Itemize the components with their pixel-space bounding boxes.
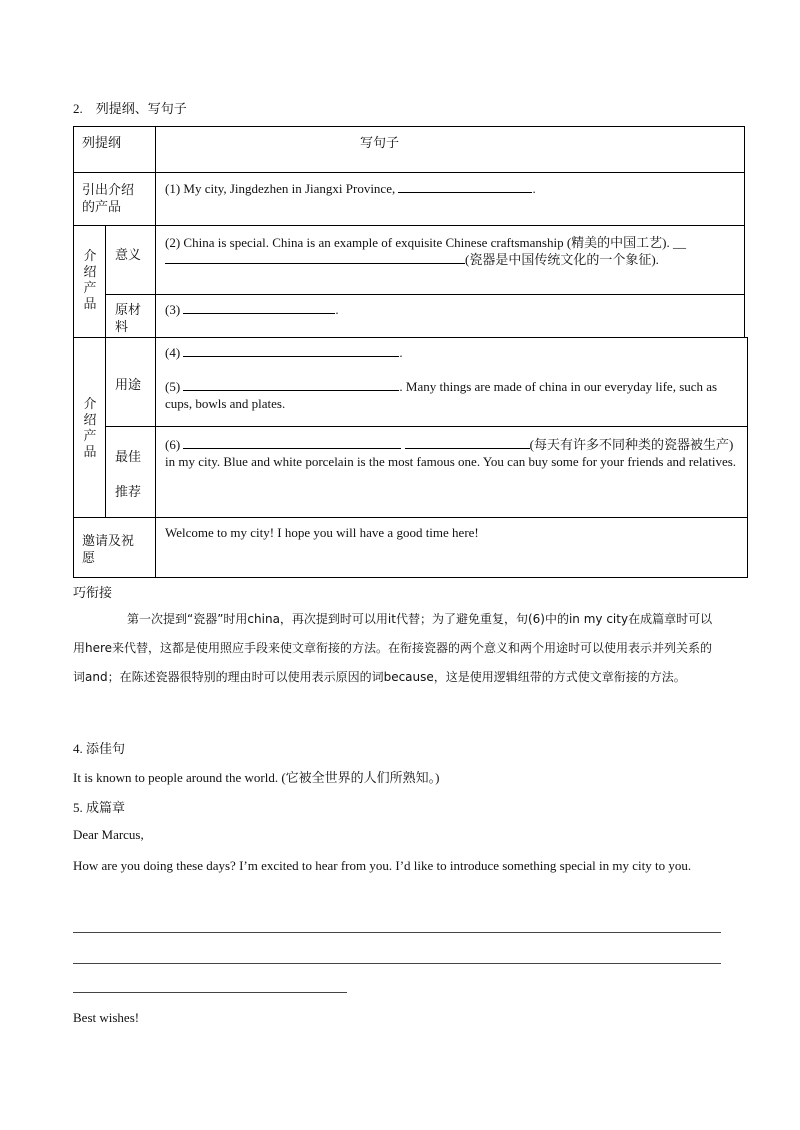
letter-greeting: Dear Marcus, xyxy=(73,827,144,842)
section-5-title: 5. 成篇章 xyxy=(73,800,126,815)
blank-6b[interactable] xyxy=(405,436,530,449)
material-label: 原材料 xyxy=(115,302,142,334)
intro-sentence: (1) My city, Jingdezhen in Jiangxi Province, . xyxy=(165,181,536,196)
section-3-title: 巧衔接 xyxy=(73,585,113,600)
col2-header: 写句子 xyxy=(360,135,400,150)
use-label: 用途 xyxy=(115,377,142,392)
intro-label: 引出介绍的产品 xyxy=(82,182,135,214)
material-sentence: (3) . xyxy=(165,302,339,317)
col1-header: 列提纲 xyxy=(82,135,122,150)
meaning-label: 意义 xyxy=(115,247,142,262)
letter-closing: Best wishes! xyxy=(73,1010,140,1025)
blank-3[interactable] xyxy=(183,301,335,314)
section-heading: 2. 列提纲、写句子 xyxy=(73,101,187,116)
group2-label: 介绍产品 xyxy=(83,396,97,459)
section-3-body: 第一次提到“瓷器”时用china，再次提到时可以用it代替；为了避免重复，句(6)中的in my city在成篇章时可以用here来代替，这都是使用照应手段来使文章衔接的方法。在衔接瓷器的两个意义和两个用途时可以使用表示并列关系的词and；在陈述瓷器很特别的理由时可以使用表示原因的词because，这是使用逻辑纽带的方式使文章衔接的方法。 xyxy=(73,612,713,684)
group1-label: 介绍产品 xyxy=(83,248,97,311)
use-sentence-5: (5) . Many things are made of china in our everyday life, such as cups, bowls and plates. xyxy=(165,379,718,411)
recommend-label-2: 推荐 xyxy=(115,484,142,499)
section-4-title: 4. 添佳句 xyxy=(73,741,126,756)
letter-opening: How are you doing these days? I’m excited to hear from you. I’d like to introduce something special in my city to you. xyxy=(73,858,692,873)
blank-5[interactable] xyxy=(183,378,399,391)
blank-4[interactable] xyxy=(183,344,399,357)
writing-line-3[interactable] xyxy=(73,992,347,993)
writing-line-2[interactable] xyxy=(73,963,721,964)
blank-1[interactable] xyxy=(398,180,532,193)
section-4-body: It is known to people around the world. (它被全世界的人们所熟知。) xyxy=(73,770,440,785)
recommend-sentence: (6) (每天有许多不同种类的瓷器被生产) in my city. Blue and white porcelain is the most famous one. You can buy some for your friends and relatives. xyxy=(165,437,737,469)
blank-2[interactable] xyxy=(165,251,465,264)
invite-label: 邀请及祝愿 xyxy=(82,533,135,565)
blank-6a[interactable] xyxy=(183,436,401,449)
recommend-label-1: 最佳 xyxy=(115,449,142,464)
meaning-sentence: (2) China is special. China is an example of exquisite Chinese craftsmanship (精美的中国工艺). __ (瓷器是中国传统文化的一个象征). xyxy=(165,235,686,267)
use-sentence-4: (4) . xyxy=(165,345,403,360)
invite-sentence: Welcome to my city! I hope you will have a good time here! xyxy=(165,525,479,540)
writing-line-1[interactable] xyxy=(73,932,721,933)
